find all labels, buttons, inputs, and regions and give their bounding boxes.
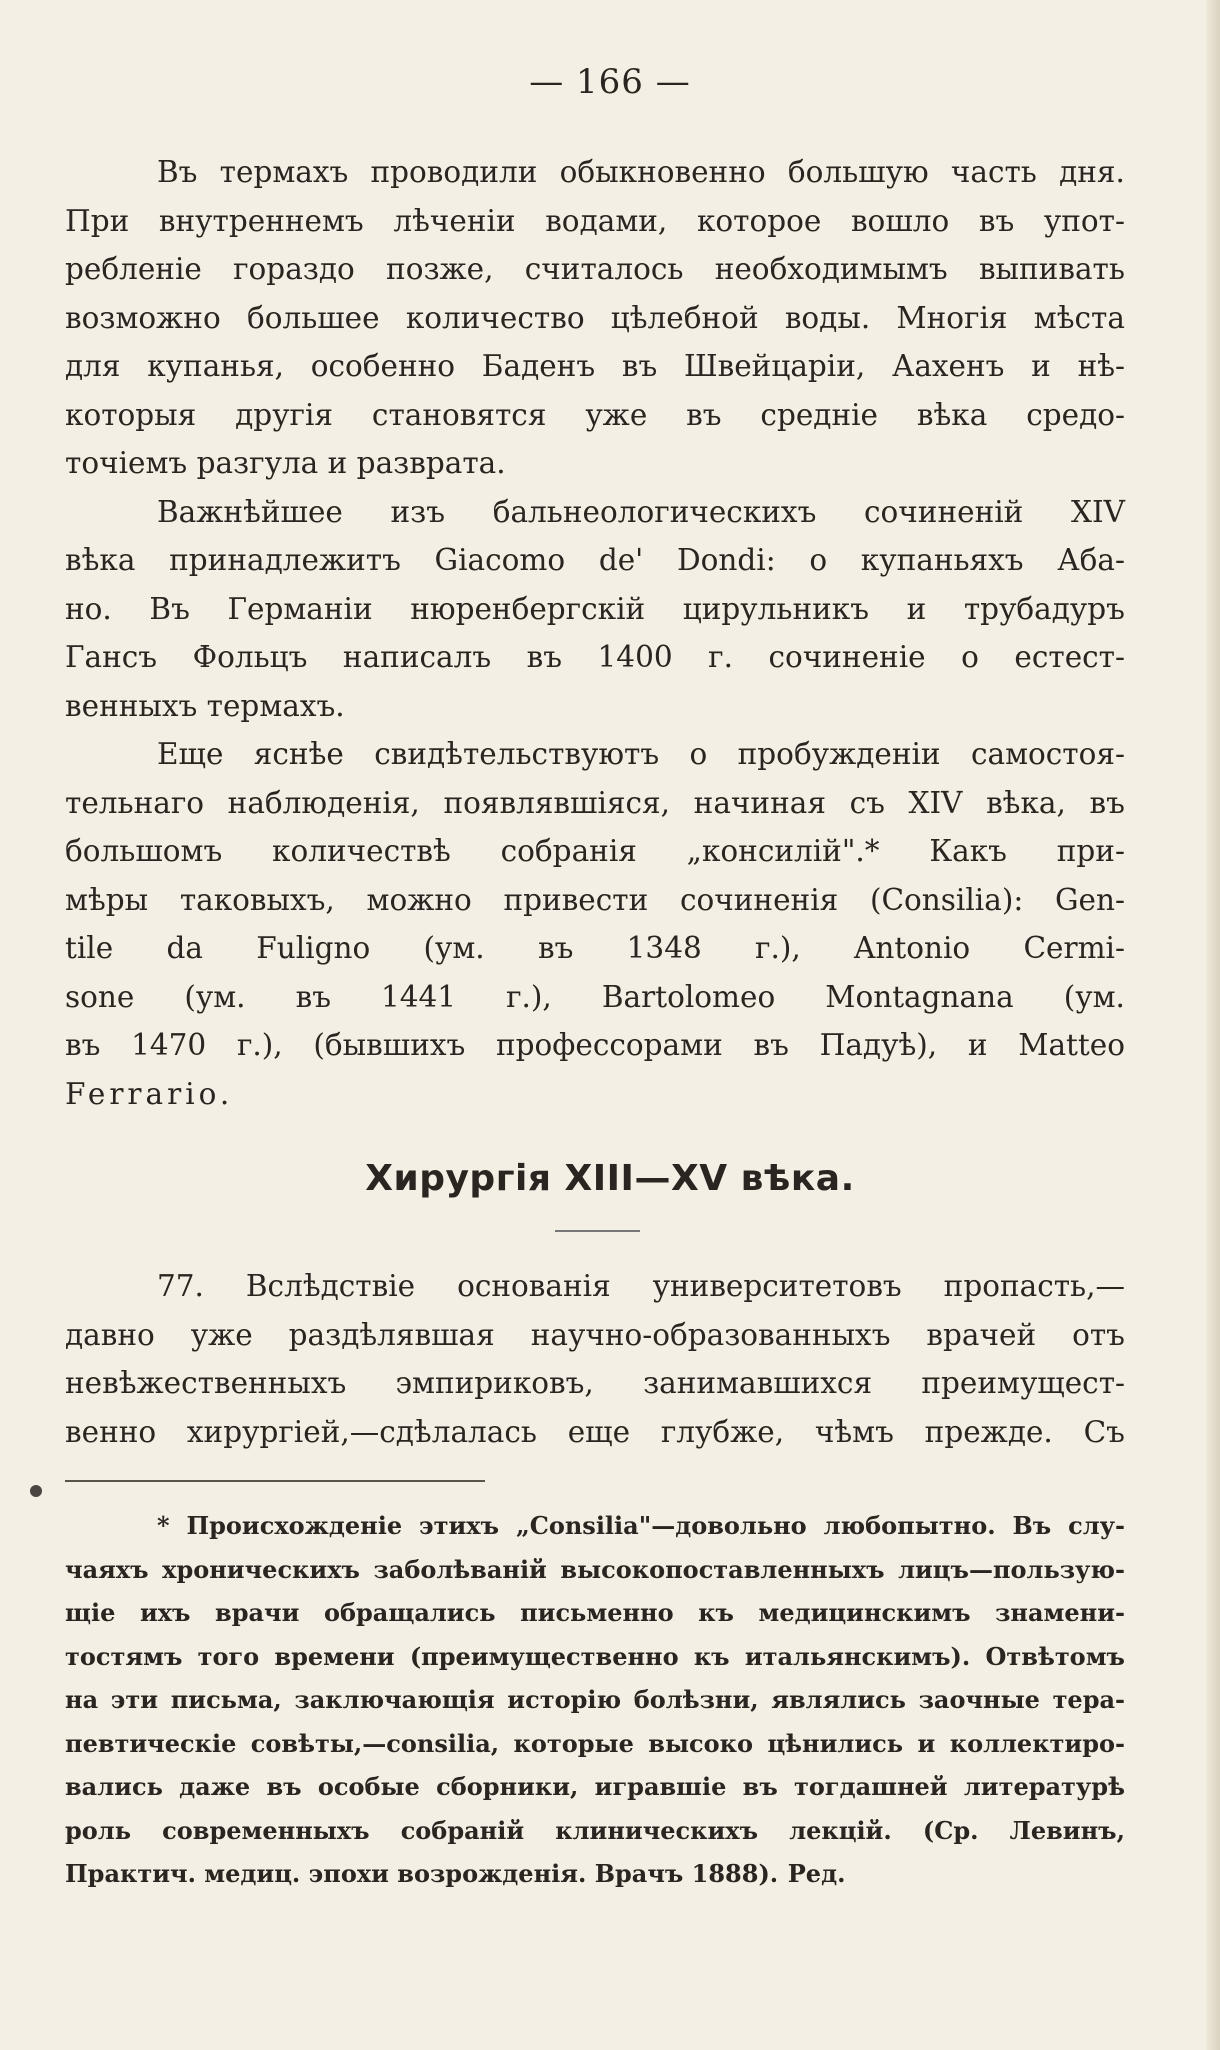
word: возможно	[65, 300, 221, 335]
text-line	[65, 924, 1125, 973]
word: Падуѣ),	[819, 1028, 938, 1062]
line-text	[157, 730, 1125, 779]
word: заочные	[918, 1685, 1040, 1714]
text-line	[65, 973, 1125, 1022]
word: и	[906, 591, 927, 626]
word: da	[166, 931, 203, 965]
word: написалъ	[342, 640, 492, 674]
word: Отвѣтомъ	[985, 1641, 1125, 1671]
section-text	[65, 1262, 1125, 1456]
text-line	[65, 536, 1125, 585]
word: знамени-	[995, 1598, 1125, 1627]
line-text	[157, 1262, 1125, 1311]
word: хроническихъ	[162, 1554, 360, 1584]
word: особые	[317, 1772, 420, 1801]
word: Съ	[1083, 1414, 1125, 1449]
text-line	[65, 1262, 1125, 1311]
word: нюренбергскій	[410, 591, 646, 626]
word: и	[967, 1028, 988, 1062]
word: Antonio	[854, 931, 971, 965]
text-line	[65, 1408, 1125, 1457]
word: тельнаго	[65, 785, 205, 820]
word: дня.	[1059, 155, 1125, 189]
word: естест-	[1014, 640, 1125, 674]
line-text	[65, 585, 1125, 634]
text-line	[65, 488, 1125, 537]
word: современныхъ	[162, 1815, 370, 1845]
word: Левинъ,	[1009, 1815, 1125, 1845]
word: 1470	[131, 1028, 207, 1062]
word: термахъ	[219, 155, 349, 189]
word: въ	[742, 1772, 778, 1801]
word: количествѣ	[272, 834, 451, 868]
word: глубже,	[660, 1414, 785, 1449]
word: (ум.	[1063, 979, 1125, 1014]
word: о	[961, 640, 979, 674]
footnote-line	[65, 1722, 1125, 1766]
page-edge	[1206, 0, 1220, 2050]
word: итальянскимъ).	[744, 1641, 971, 1671]
page-number: — 166 —	[529, 62, 691, 102]
text-line	[65, 1311, 1125, 1360]
word: игравшіе	[594, 1772, 727, 1801]
word: количество	[405, 300, 585, 335]
word: лекцій.	[789, 1815, 892, 1845]
word: Важнѣйшее	[157, 494, 343, 529]
footnote-line	[65, 1504, 1125, 1548]
word: Еще	[157, 737, 224, 771]
word: медицинскимъ	[758, 1598, 971, 1627]
word: сочиненія	[679, 882, 839, 917]
line-text	[157, 1504, 1125, 1548]
word: считалось	[524, 252, 684, 286]
word: отъ	[1072, 1317, 1125, 1352]
text-line	[65, 827, 1125, 876]
word: При	[65, 203, 130, 238]
word: сборники,	[436, 1772, 579, 1801]
line-text	[65, 924, 1125, 973]
word: Matteo	[1018, 1028, 1125, 1062]
line-text	[65, 1408, 1125, 1457]
word: въ	[978, 203, 1015, 238]
word: чѣмъ	[814, 1414, 894, 1449]
word: ребленіе	[65, 252, 202, 286]
word: коллектиро-	[949, 1728, 1125, 1758]
word: (ум.	[423, 931, 485, 965]
word: большее	[246, 300, 380, 335]
word: уже	[190, 1317, 253, 1352]
word: исторію	[507, 1685, 622, 1714]
line-text	[65, 1359, 1125, 1408]
word: собраній	[400, 1815, 525, 1845]
footnote-line	[65, 1809, 1125, 1853]
line-text: венныхъ термахъ.	[65, 688, 345, 723]
line-text	[65, 1678, 1125, 1722]
word: (Consilia):	[869, 882, 1024, 917]
word: „консилій".*	[686, 834, 880, 868]
word: средніе	[760, 397, 879, 432]
word: воды.	[784, 300, 871, 335]
word: упот-	[1043, 203, 1125, 238]
word: *	[157, 1511, 170, 1540]
word: лѣченіи	[393, 203, 516, 238]
word: Швейцаріи,	[683, 349, 866, 383]
footnote-line	[65, 1852, 1125, 1896]
line-text	[65, 1765, 1125, 1809]
word: письменно	[520, 1598, 674, 1627]
word: лицъ—пользую-	[898, 1554, 1125, 1584]
word: на	[65, 1685, 99, 1714]
word: невѣжественныхъ	[65, 1366, 347, 1400]
word: яснѣе	[253, 737, 344, 771]
footnote-line	[65, 1635, 1125, 1679]
line-text	[65, 1021, 1125, 1070]
text-line	[65, 585, 1125, 634]
word: (преимущественно	[409, 1641, 679, 1671]
word: tile	[65, 931, 114, 965]
word: съ	[849, 785, 885, 820]
word: (бывшихъ	[313, 1028, 466, 1062]
word: заболѣваній	[373, 1554, 547, 1584]
word: Аахенъ	[891, 349, 1005, 383]
word: научно-образованныхъ	[530, 1317, 891, 1352]
word: часть	[950, 155, 1037, 189]
word: Въ	[149, 591, 190, 626]
line-text	[65, 779, 1125, 828]
word: вѣка	[916, 397, 988, 432]
text-line	[65, 1359, 1125, 1408]
word: которое	[696, 203, 822, 238]
word: сочиненіе	[768, 640, 926, 674]
word: даже	[179, 1772, 251, 1801]
word: хирургіей,—сдѣлалась	[186, 1414, 537, 1449]
line-text	[65, 391, 1125, 440]
word: этихъ	[419, 1511, 500, 1540]
word: внутреннемъ	[158, 203, 364, 238]
text-line	[65, 730, 1125, 779]
word: обращались	[324, 1598, 496, 1627]
word: г.),	[755, 931, 801, 965]
word: раздѣлявшая	[288, 1317, 495, 1352]
word: занимавшихся	[643, 1366, 873, 1400]
word: и	[1031, 349, 1051, 383]
word: XIV	[908, 785, 963, 820]
word: de'	[598, 543, 644, 577]
word: пробужденіи	[737, 737, 941, 771]
word: водами,	[545, 203, 668, 238]
word: купаньяхъ	[860, 543, 1024, 577]
word: чаяхъ	[65, 1554, 149, 1584]
word: давно	[65, 1317, 155, 1352]
word: литературѣ	[963, 1772, 1125, 1801]
text-line	[65, 876, 1125, 925]
text-line	[65, 197, 1125, 246]
word: роль	[65, 1815, 131, 1845]
footnote-line	[65, 1678, 1125, 1722]
word: Какъ	[929, 834, 1007, 868]
word: уже	[585, 397, 648, 432]
word: которые	[513, 1728, 634, 1758]
editor-mark: Ред.	[787, 1859, 846, 1888]
word: г.),	[506, 979, 552, 1014]
word: XIV	[1070, 494, 1125, 529]
word: венно	[65, 1414, 157, 1449]
word: гораздо	[233, 252, 355, 286]
word: клиническихъ	[555, 1815, 759, 1845]
word: цѣлебной	[610, 300, 759, 335]
word: sone	[65, 979, 135, 1014]
word: привести	[503, 882, 649, 917]
line-text	[157, 488, 1125, 537]
word: въ	[753, 1028, 789, 1062]
word: Многія	[896, 300, 1008, 335]
word: заключающія	[294, 1685, 495, 1714]
word: тера-	[1052, 1685, 1125, 1714]
word: при-	[1056, 834, 1125, 868]
text-line	[65, 439, 1125, 488]
margin-dot	[30, 1485, 42, 1497]
word: позже,	[386, 252, 494, 286]
word: ихъ	[139, 1598, 191, 1627]
word: Въ	[1012, 1511, 1052, 1540]
word: вѣка	[65, 543, 136, 577]
footnote-line	[65, 1591, 1125, 1635]
text-line	[65, 342, 1125, 391]
word: къ	[693, 1641, 730, 1671]
text-line	[65, 148, 1125, 197]
word: Германіи	[227, 591, 373, 626]
word: (ум.	[184, 979, 246, 1014]
word: купанья,	[147, 349, 284, 383]
line-text	[65, 633, 1125, 682]
word: Баденъ	[481, 349, 596, 383]
word: Montagnana	[825, 979, 1014, 1014]
word: пропасть,—	[943, 1269, 1125, 1303]
word: высоко	[648, 1728, 753, 1758]
word: письма,	[170, 1685, 282, 1714]
word: Происхожденіе	[186, 1511, 403, 1540]
word: г.),	[236, 1028, 283, 1062]
word: собранія	[500, 834, 637, 868]
word: сочиненій	[864, 494, 1024, 529]
word: для	[65, 349, 121, 383]
word: которыя	[65, 397, 197, 432]
word: самостоя-	[970, 737, 1125, 771]
section-heading: Хирургія XIII—XV вѣка.	[365, 1158, 855, 1199]
word: эмпириковъ,	[395, 1366, 594, 1400]
word: обыкновенно	[559, 155, 766, 189]
line-text	[65, 197, 1125, 246]
word: въ	[686, 397, 722, 432]
word: являлись	[771, 1685, 906, 1714]
word: средо-	[1026, 397, 1125, 432]
word: профессорами	[496, 1028, 723, 1062]
line-text	[157, 148, 1125, 197]
word: 1348	[626, 931, 702, 965]
text-line	[65, 391, 1125, 440]
line-text: Практич. медиц. эпохи возрожденія. Врачъ 1888).	[65, 1859, 779, 1888]
line-text: Ferrario.	[65, 1076, 234, 1111]
line-text	[65, 1809, 1125, 1853]
line-text	[65, 1591, 1125, 1635]
word: принадлежитъ	[169, 543, 401, 577]
footnote-rule	[65, 1480, 485, 1482]
word: (Ср.	[922, 1815, 979, 1845]
word: большомъ	[65, 834, 223, 868]
word: Гансъ	[65, 640, 158, 674]
word: большую	[787, 155, 929, 189]
word: Dondi:	[676, 543, 776, 577]
line-text	[65, 973, 1125, 1022]
word: въ	[537, 931, 574, 965]
word: тостямъ	[65, 1641, 183, 1671]
word: бальнеологическихъ	[492, 494, 817, 529]
text-line	[65, 779, 1125, 828]
word: о	[809, 543, 828, 577]
word: мѣры	[65, 882, 149, 917]
word: особенно	[310, 349, 456, 383]
word: наблюденія,	[227, 785, 420, 820]
heading-rule	[555, 1230, 640, 1232]
word: основанія	[457, 1269, 611, 1303]
line-text	[65, 1311, 1125, 1360]
word: еще	[567, 1414, 631, 1449]
word: времени	[274, 1641, 395, 1671]
main-text	[65, 148, 1125, 1118]
word: проводили	[370, 155, 538, 189]
text-line	[65, 294, 1125, 343]
text-line	[65, 1021, 1125, 1070]
word: цѣнились	[767, 1728, 904, 1758]
word: Bartolomeo	[601, 979, 776, 1014]
line-text: точіемъ разгула и разврата.	[65, 446, 506, 480]
word: начиная	[693, 785, 826, 820]
word: „Consilia"—довольно	[515, 1511, 807, 1540]
word: о	[689, 737, 708, 771]
word: выпивать	[978, 252, 1125, 286]
word: щіе	[65, 1598, 116, 1627]
word: нѣ-	[1077, 349, 1125, 383]
word: Fuligno	[256, 931, 371, 965]
footnote-line	[65, 1765, 1125, 1809]
word: Въ	[157, 155, 198, 189]
word: въ	[65, 1028, 101, 1062]
word: 77.	[157, 1269, 204, 1303]
word: болѣзни,	[633, 1685, 759, 1714]
word: г.	[708, 640, 733, 674]
word: въ	[1089, 785, 1125, 820]
line-text	[65, 294, 1125, 343]
word: совѣты,—consilia,	[250, 1728, 500, 1758]
word: но.	[65, 591, 112, 626]
word: становятся	[371, 397, 547, 432]
word: певтическіе	[65, 1728, 237, 1758]
word: къ	[698, 1598, 734, 1627]
word: въ	[621, 349, 658, 383]
line-text	[65, 1635, 1125, 1679]
word: прежде.	[924, 1414, 1053, 1449]
line-text	[65, 536, 1125, 585]
word: другія	[235, 397, 334, 432]
line-text	[65, 876, 1125, 925]
word: университетовъ	[652, 1269, 902, 1303]
word: Фольцъ	[192, 640, 308, 674]
word: трубадуръ	[963, 591, 1125, 626]
word: цирульникъ	[682, 591, 869, 626]
word: преимущест-	[921, 1366, 1125, 1400]
word: въ	[526, 640, 563, 674]
word: въ	[295, 979, 331, 1014]
word: эти	[110, 1685, 159, 1714]
line-text	[65, 245, 1125, 294]
word: Вслѣдствіе	[245, 1269, 416, 1303]
word: 1400	[597, 640, 673, 674]
word: Giacomo	[434, 543, 566, 577]
word: вались	[65, 1772, 163, 1801]
line-text	[65, 1548, 1125, 1592]
line-text	[65, 342, 1125, 391]
word: врачи	[215, 1598, 300, 1627]
word: вѣка,	[986, 785, 1066, 820]
footnote	[65, 1504, 1125, 1896]
word: Gen-	[1054, 882, 1125, 917]
word: можно	[366, 882, 472, 917]
word: изъ	[390, 494, 446, 529]
word: Cermi-	[1023, 931, 1125, 965]
line-text	[65, 827, 1125, 876]
word: врачей	[926, 1317, 1037, 1352]
line-text	[65, 1722, 1125, 1766]
footnote-line	[65, 1548, 1125, 1592]
word: 1441	[381, 979, 457, 1014]
word: мѣста	[1033, 300, 1125, 335]
word: необходимымъ	[714, 252, 948, 286]
word: слу-	[1068, 1511, 1125, 1540]
text-line	[65, 682, 1125, 731]
word: появлявшіяся,	[443, 785, 671, 820]
word: любопытно.	[823, 1511, 996, 1540]
text-line	[65, 245, 1125, 294]
text-line	[65, 633, 1125, 682]
text-line	[65, 1070, 1125, 1119]
word: свидѣтельствуютъ	[374, 737, 660, 771]
word: того	[197, 1641, 260, 1671]
word: тогдашней	[794, 1772, 948, 1801]
word: таковыхъ,	[179, 882, 335, 917]
word: въ	[266, 1772, 302, 1801]
word: Аба-	[1057, 543, 1125, 577]
word: вошло	[850, 203, 950, 238]
word: высокопоставленныхъ	[560, 1554, 885, 1584]
word: и	[917, 1728, 936, 1758]
